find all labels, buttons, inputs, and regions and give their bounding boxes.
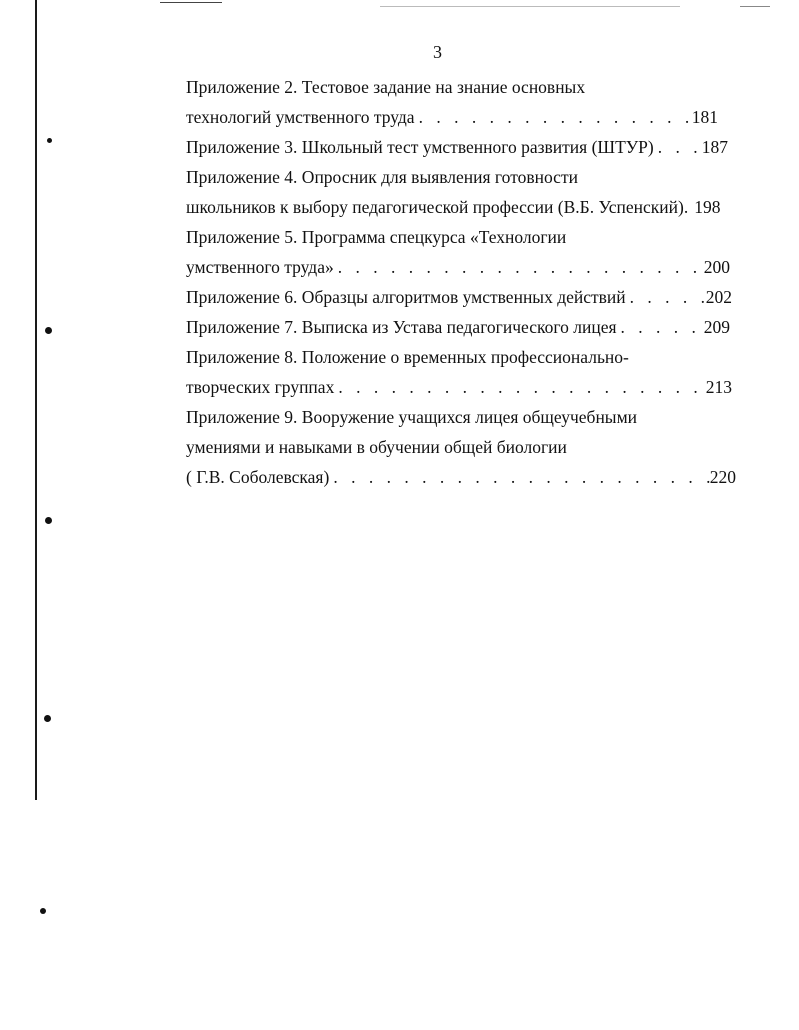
toc-line <box>186 132 736 162</box>
toc-line <box>186 102 736 132</box>
toc-line <box>186 222 736 252</box>
toc-page-ref: 202 <box>705 287 732 307</box>
toc-entry-text: Приложение 4. Опросник для выявления готовности <box>186 167 578 187</box>
punch-hole-mark <box>40 908 46 914</box>
toc-entry-text: Приложение 5. Программа спецкурса «Технологии <box>186 227 567 247</box>
toc-page-ref: 209 <box>703 317 730 337</box>
toc-line <box>186 72 736 102</box>
dot-leader <box>334 372 705 402</box>
toc-page-ref: 200 <box>703 257 730 277</box>
toc-entry-text: технологий умственного труда <box>186 107 415 127</box>
top-scan-rule <box>160 2 222 3</box>
toc-entry-text: Приложение 8. Положение о временных профессионально- <box>186 347 629 367</box>
toc-entry-text: умственного труда» <box>186 257 334 277</box>
toc-entry-text: ( Г.В. Соболевская) <box>186 467 330 487</box>
toc-line <box>186 282 736 312</box>
toc-page-ref: 187 <box>701 137 728 157</box>
toc-page-ref: 220 <box>709 467 736 487</box>
page-number: 3 <box>433 42 442 62</box>
toc-line <box>186 462 736 492</box>
toc-line <box>186 192 736 222</box>
toc-entry-text: Приложение 6. Образцы алгоритмов умственных действий <box>186 287 626 307</box>
toc-line <box>186 312 736 342</box>
dot-leader <box>654 132 702 162</box>
toc-line <box>186 372 736 402</box>
toc-entry-text: творческих группах <box>186 377 335 397</box>
toc-entry-text: Приложение 7. Выписка из Устава педагогического лицея <box>186 317 617 337</box>
table-of-contents <box>186 72 736 492</box>
toc-entry-text: Приложение 2. Тестовое задание на знание основных <box>186 77 586 97</box>
toc-line <box>186 162 736 192</box>
dot-leader <box>626 282 706 312</box>
dot-leader <box>617 312 704 342</box>
top-scan-rule <box>740 6 770 7</box>
toc-line <box>186 342 736 372</box>
punch-hole-mark <box>47 138 52 143</box>
punch-hole-mark <box>45 517 52 524</box>
toc-page-ref: 198 <box>694 197 721 217</box>
toc-page-ref: 213 <box>705 377 732 397</box>
toc-page-ref: 181 <box>691 107 718 127</box>
toc-line <box>186 252 736 282</box>
toc-line <box>186 402 736 432</box>
dot-leader <box>334 252 704 282</box>
dot-leader <box>415 102 692 132</box>
punch-hole-mark <box>45 327 52 334</box>
top-scan-rule <box>380 6 680 7</box>
toc-entry-text: Приложение 9. Вооружение учащихся лицея общеучебными <box>186 407 638 427</box>
dot-leader <box>329 462 709 492</box>
toc-entry-text: Приложение 3. Школьный тест умственного развития (ШТУР) <box>186 137 654 157</box>
toc-entry-text: умениями и навыками в обучении общей биологии <box>186 437 567 457</box>
toc-entry-text: школьников к выбору педагогической профессии (В.Б. Успенский). <box>186 197 689 217</box>
toc-line <box>186 432 736 462</box>
punch-hole-mark <box>44 715 51 722</box>
binding-edge-line <box>35 0 37 800</box>
